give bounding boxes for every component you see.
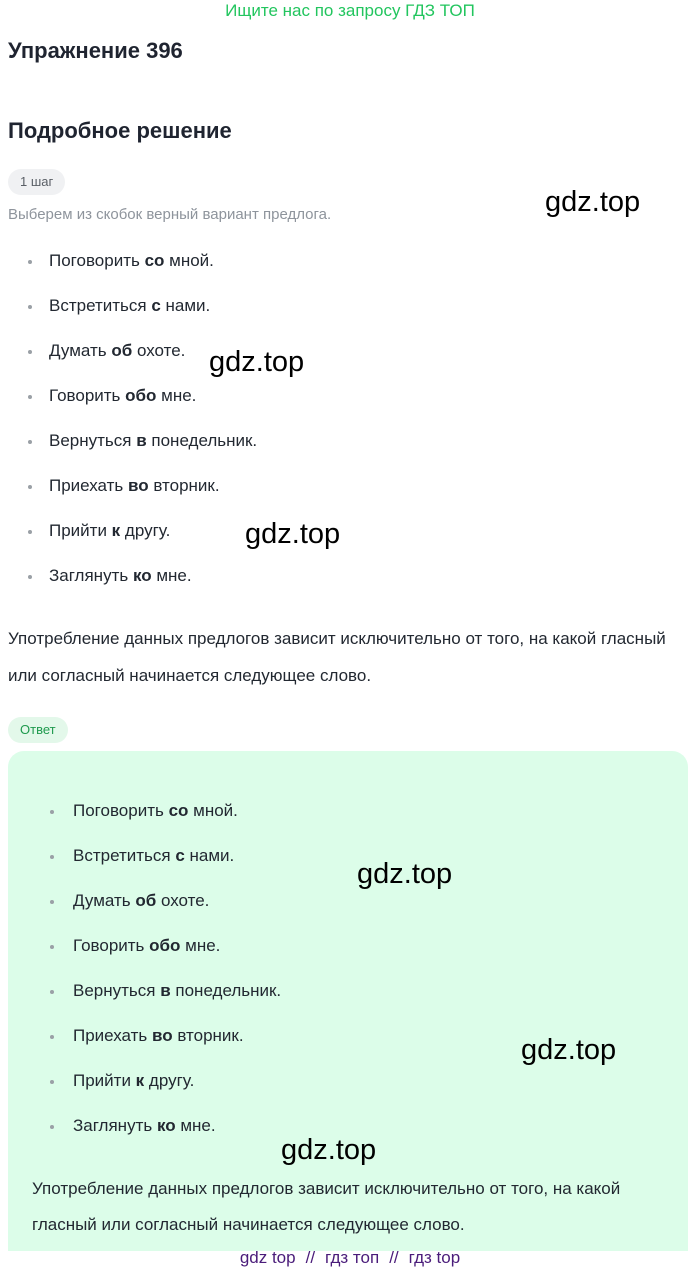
item-text: мне. bbox=[175, 1116, 216, 1135]
list-item bbox=[49, 386, 257, 431]
item-text: Вернуться bbox=[73, 981, 161, 1000]
item-preposition: об bbox=[111, 341, 133, 360]
list-item bbox=[73, 981, 281, 1026]
item-preposition: к bbox=[111, 521, 121, 540]
item-text: нами. bbox=[160, 296, 211, 315]
footer-link[interactable]: гдз top bbox=[408, 1248, 461, 1267]
item-preposition: ко bbox=[132, 566, 152, 585]
item-text: Думать bbox=[73, 891, 136, 910]
item-text: Говорить bbox=[49, 386, 126, 405]
item-text: Приехать bbox=[49, 476, 129, 495]
list-item bbox=[73, 1116, 281, 1161]
item-text: охоте. bbox=[156, 891, 210, 910]
step-hint: Выберем из скобок верный вариант предлога. bbox=[8, 206, 332, 223]
list-item bbox=[49, 566, 257, 611]
item-preposition: во bbox=[152, 1026, 173, 1045]
item-text: другу. bbox=[120, 521, 171, 540]
list-item bbox=[73, 1071, 281, 1116]
page-title: Упражнение 396 bbox=[8, 38, 183, 63]
item-text: мне. bbox=[156, 386, 197, 405]
footer-separator: // bbox=[389, 1248, 399, 1267]
item-text: Прийти bbox=[49, 521, 112, 540]
footer-separator: // bbox=[305, 1248, 316, 1267]
item-preposition: со bbox=[168, 801, 189, 820]
item-text: Поговорить bbox=[73, 801, 169, 820]
item-text: вторник. bbox=[172, 1026, 244, 1045]
footer-link[interactable]: gdz top bbox=[239, 1248, 296, 1267]
item-preposition: обо bbox=[149, 936, 181, 955]
item-preposition: с bbox=[151, 296, 161, 315]
list-item bbox=[49, 431, 257, 476]
item-text: Встретиться bbox=[73, 846, 176, 865]
item-preposition: об bbox=[135, 891, 157, 910]
list-item bbox=[73, 936, 281, 981]
list-item bbox=[49, 296, 257, 341]
solution-explanation: Употребление данных предлогов зависит исключительно от того, на какой гласный или согласный начинается следующее слово. bbox=[8, 629, 666, 685]
item-text: Заглянуть bbox=[49, 566, 133, 585]
item-text: нами. bbox=[184, 846, 235, 865]
step-badge: 1 шаг bbox=[8, 169, 65, 195]
solution-list bbox=[49, 251, 257, 611]
item-text: Заглянуть bbox=[73, 1116, 157, 1135]
footer-link[interactable]: гдз топ bbox=[325, 1248, 380, 1267]
section-title: Подробное решение bbox=[8, 118, 232, 143]
item-preposition: с bbox=[175, 846, 185, 865]
item-text: понедельник. bbox=[170, 981, 282, 1000]
list-item bbox=[73, 801, 281, 846]
item-text: мне. bbox=[151, 566, 192, 585]
item-text: другу. bbox=[144, 1071, 195, 1090]
list-item bbox=[73, 846, 281, 891]
watermark: gdz.top bbox=[521, 1034, 617, 1066]
list-item bbox=[49, 476, 257, 521]
item-preposition: со bbox=[144, 251, 165, 270]
item-text: охоте. bbox=[132, 341, 186, 360]
list-item bbox=[49, 521, 257, 566]
watermark: gdz.top bbox=[245, 518, 341, 550]
list-item bbox=[73, 1026, 281, 1071]
answer-list bbox=[73, 801, 281, 1161]
item-text: Говорить bbox=[73, 936, 150, 955]
item-preposition: в bbox=[160, 981, 171, 1000]
item-text: мной. bbox=[188, 801, 238, 820]
top-banner: Ищите нас по запросу ГДЗ ТОП bbox=[225, 1, 475, 20]
item-text: мне. bbox=[180, 936, 221, 955]
answer-badge: Ответ bbox=[8, 717, 68, 743]
item-preposition: ко bbox=[156, 1116, 176, 1135]
item-preposition: в bbox=[136, 431, 147, 450]
watermark: gdz.top bbox=[209, 346, 305, 378]
item-text: Приехать bbox=[73, 1026, 153, 1045]
item-text: Встретиться bbox=[49, 296, 152, 315]
item-text: Прийти bbox=[73, 1071, 136, 1090]
list-item bbox=[49, 251, 257, 296]
item-text: Вернуться bbox=[49, 431, 137, 450]
item-text: вторник. bbox=[148, 476, 220, 495]
item-text: Думать bbox=[49, 341, 112, 360]
item-preposition: к bbox=[135, 1071, 145, 1090]
watermark: gdz.top bbox=[357, 858, 453, 890]
item-text: понедельник. bbox=[146, 431, 258, 450]
watermark: gdz.top bbox=[545, 186, 641, 218]
item-preposition: во bbox=[128, 476, 149, 495]
item-preposition: обо bbox=[125, 386, 157, 405]
footer bbox=[0, 1247, 700, 1269]
list-item bbox=[73, 891, 281, 936]
item-text: мной. bbox=[164, 251, 214, 270]
item-text: Поговорить bbox=[49, 251, 145, 270]
answer-explanation: Употребление данных предлогов зависит исключительно от того, на какой гласный или согласный начинается следующее слово. bbox=[32, 1179, 621, 1234]
watermark: gdz.top bbox=[281, 1134, 377, 1166]
